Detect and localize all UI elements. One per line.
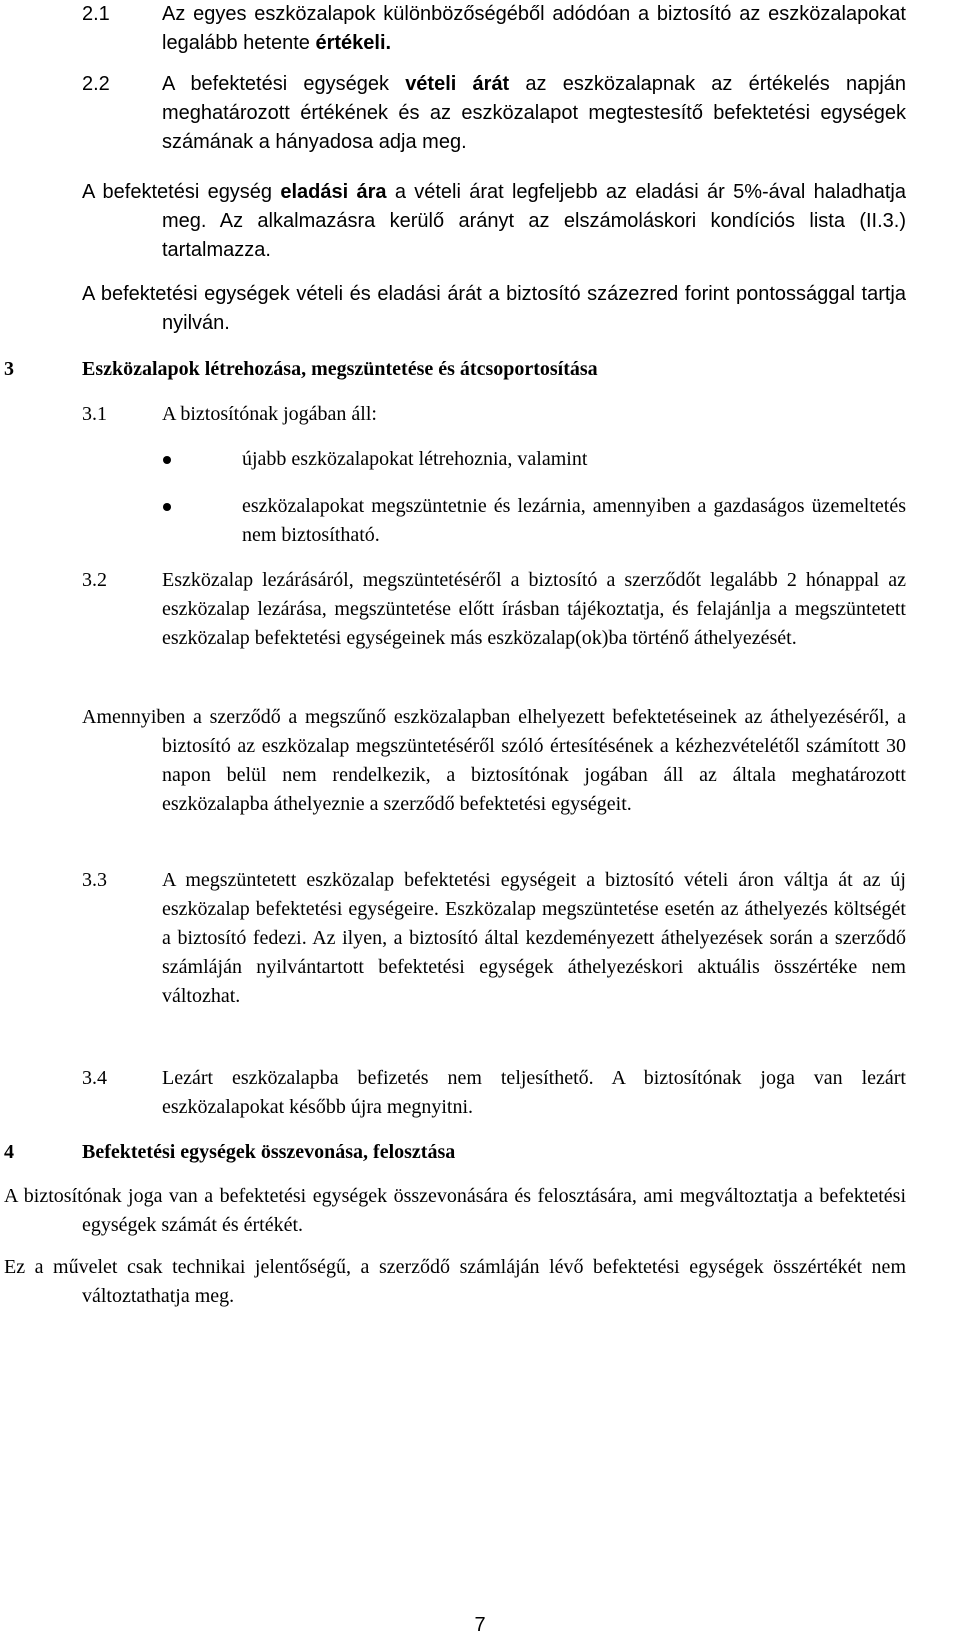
section-number: 3.2 xyxy=(82,569,107,591)
paragraph-osszevonas: A biztosítónak joga van a befektetési egységek összevonására és felosztására, ami megváltoztatja a befektetési egységek számát és értékét. xyxy=(4,1185,906,1236)
section-text xyxy=(162,0,906,58)
bold-term: értékeli. xyxy=(315,32,392,54)
section-number: 2.1 xyxy=(82,3,110,25)
section-text: A biztosítónak jogában áll: xyxy=(162,403,377,425)
bullet-item: eszközalapokat megszüntetnie és lezárnia, amennyiben a gazdaságos üzemeltetés nem biztosítható. xyxy=(242,495,906,546)
heading-title: Befektetési egységek összevonása, felosztása xyxy=(82,1141,456,1163)
page-number: 7 xyxy=(474,1614,486,1636)
bullet-dot xyxy=(163,456,171,464)
bullet-item: újabb eszközalapokat létrehoznia, valamint xyxy=(242,448,588,470)
section-text: A megszüntetett eszközalap befektetési egységeit a biztosító vételi áron váltja át az új eszközalap befektetési egységeire. Eszközalap megszüntetése esetén az áthelyezés költségét a biztosító fedezi. Az ilyen, a biztosító által kezdeményezett áthelyezések során a szerződő számláján nyilvántartott befektetési egységek áthelyezéskori aktuális összértéke nem változhat. xyxy=(162,869,906,1007)
bullet-dot xyxy=(163,503,171,511)
heading-number: 4 xyxy=(4,1141,14,1163)
section-number: 3.3 xyxy=(82,869,107,891)
paragraph-technikai: Ez a művelet csak technikai jelentőségű, a szerződő számláján lévő befektetési egységek összértékét nem változtathatja meg. xyxy=(4,1256,906,1307)
bold-term: eladási ára xyxy=(280,181,387,203)
paragraph-athelyezes: Amennyiben a szerződő a megszűnő eszközalapban elhelyezett befektetéseinek az áthelyezéséről, a biztosító az eszközalap megszüntetéséről szóló értesítésének a kézhezvételétől számított 30 napon belül nem rendelkezik, a biztosítónak jogában áll az általa meghatározott eszközalapba áthelyeznie a szerződő befektetési egységeit. xyxy=(82,706,906,815)
paragraph-eladasi-ar xyxy=(82,178,906,265)
text-run: Az egyes eszközalapok különbözőségéből adódóan a biztosító az eszközalapokat legalább hetente xyxy=(162,3,906,54)
text-run: A befektetési egységek xyxy=(162,73,406,95)
text-run: A befektetési egység xyxy=(82,181,281,203)
section-text: Eszközalap lezárásáról, megszüntetéséről a biztosító a szerződőt legalább 2 hónappal az eszközalap lezárása, megszüntetése előtt írásban tájékoztatja, és felajánlja a megszüntetett eszközalap befektetési egységeinek más eszközalap(ok)ba történő áthelyezését. xyxy=(162,569,906,649)
section-number: 2.2 xyxy=(82,73,110,95)
text-run: az eszközalapnak az értékelés napján meghatározott értékének és az eszközalapot megtestesítő befektetési egységek számának a hányadosa adja meg. xyxy=(162,73,907,153)
section-number: 3.4 xyxy=(82,1067,107,1089)
section-text xyxy=(162,70,906,157)
paragraph-pontossag: A befektetési egységek vételi és eladási árát a biztosító százezred forint pontossággal tartja nyilván. xyxy=(82,283,906,334)
bold-term: vételi árát xyxy=(405,73,510,95)
heading-title: Eszközalapok létrehozása, megszüntetése és átcsoportosítása xyxy=(82,358,598,380)
heading-number: 3 xyxy=(4,358,14,380)
section-number: 3.1 xyxy=(82,403,107,425)
section-text: Lezárt eszközalapba befizetés nem teljesíthető. A biztosítónak joga van lezárt eszközalapokat később újra megnyitni. xyxy=(162,1067,906,1118)
text-run: a vételi árat legfeljebb az eladási ár 5%-ával haladhatja meg. Az alkalmazásra kerülő arányt az elszámoláskori kondíciós lista (II.3.) tartalmazza. xyxy=(162,181,906,261)
